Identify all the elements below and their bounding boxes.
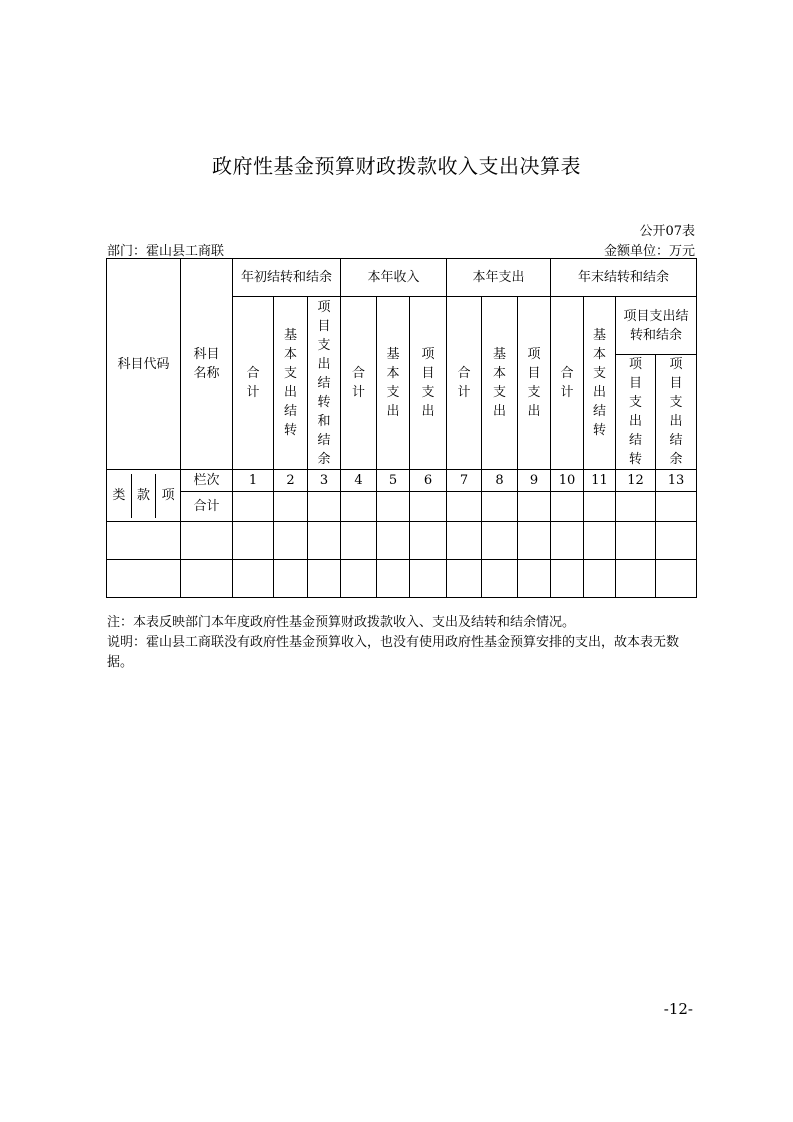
header-subject-name: 科目名称	[181, 259, 233, 470]
header-end-project-carry: 项目支出结转	[616, 355, 656, 470]
table-cell	[181, 522, 233, 560]
table-row	[107, 522, 697, 560]
col-number: 3	[308, 470, 341, 492]
header-group-begin: 年初结转和结余	[233, 259, 341, 297]
table-cell	[107, 560, 181, 598]
table-row	[107, 560, 697, 598]
header-expense-total: 合计	[447, 297, 482, 470]
header-subject-code: 科目代码	[107, 259, 181, 470]
col-number: 6	[410, 470, 447, 492]
header-xiang: 项	[161, 487, 175, 503]
col-number: 4	[341, 470, 377, 492]
header-income-project: 项目支出	[410, 297, 447, 470]
header-lei-kuan-xiang	[107, 470, 181, 522]
col-number: 9	[518, 470, 551, 492]
table-cell	[341, 492, 377, 522]
header-lei: 类	[107, 474, 132, 518]
col-number: 11	[584, 470, 616, 492]
table-cell	[518, 492, 551, 522]
table-cell	[447, 492, 482, 522]
department-label: 部门：霍山县工商联	[107, 244, 225, 259]
table-cell	[656, 492, 697, 522]
header-group-end: 年末结转和结余	[551, 259, 697, 297]
header-begin-total: 合计	[233, 297, 274, 470]
header-income-total: 合计	[341, 297, 377, 470]
header-group-expense: 本年支出	[447, 259, 551, 297]
table-cell	[308, 492, 341, 522]
header-begin-basic: 基本支出结转	[274, 297, 308, 470]
table-cell	[551, 492, 584, 522]
table-cell	[616, 492, 656, 522]
header-group-income: 本年收入	[341, 259, 447, 297]
header-begin-project: 项目支出结转和结余	[308, 297, 341, 470]
header-lanci: 栏次	[181, 470, 233, 492]
col-number: 2	[274, 470, 308, 492]
col-number: 8	[482, 470, 518, 492]
budget-table	[106, 258, 697, 598]
col-number: 13	[656, 470, 697, 492]
table-cell	[181, 560, 233, 598]
table-cell	[410, 492, 447, 522]
page-number: -12-	[663, 1000, 693, 1018]
note-text: 注：本表反映部门本年度政府性基金预算财政拨款收入、支出及结转和结余情况。	[107, 615, 576, 630]
header-expense-project: 项目支出	[518, 297, 551, 470]
table-cell	[233, 492, 274, 522]
table-cell	[107, 522, 181, 560]
table-cell	[584, 492, 616, 522]
header-end-total: 合计	[551, 297, 584, 470]
row-heji-label: 合计	[181, 492, 233, 522]
header-end-project-surplus: 项目支出结余	[656, 355, 697, 470]
table-cell	[482, 492, 518, 522]
unit-label: 金额单位：万元	[603, 244, 695, 259]
header-end-basic: 基本支出结转	[584, 297, 616, 470]
table-cell	[377, 492, 410, 522]
table-cell	[274, 492, 308, 522]
header-end-project-group: 项目支出结转和结余	[616, 297, 697, 355]
col-number: 7	[447, 470, 482, 492]
header-kuan: 款	[132, 474, 157, 518]
col-number: 5	[377, 470, 410, 492]
col-number: 12	[616, 470, 656, 492]
col-number: 10	[551, 470, 584, 492]
form-number: 公开07表	[639, 224, 695, 239]
explanation-text: 说明：霍山县工商联没有政府性基金预算收入，也没有使用政府性基金预算安排的支出，故本表无数据。	[107, 635, 680, 670]
header-expense-basic: 基本支出	[482, 297, 518, 470]
col-number: 1	[233, 470, 274, 492]
page-title: 政府性基金预算财政拨款收入支出决算表	[212, 154, 581, 178]
header-income-basic: 基本支出	[377, 297, 410, 470]
